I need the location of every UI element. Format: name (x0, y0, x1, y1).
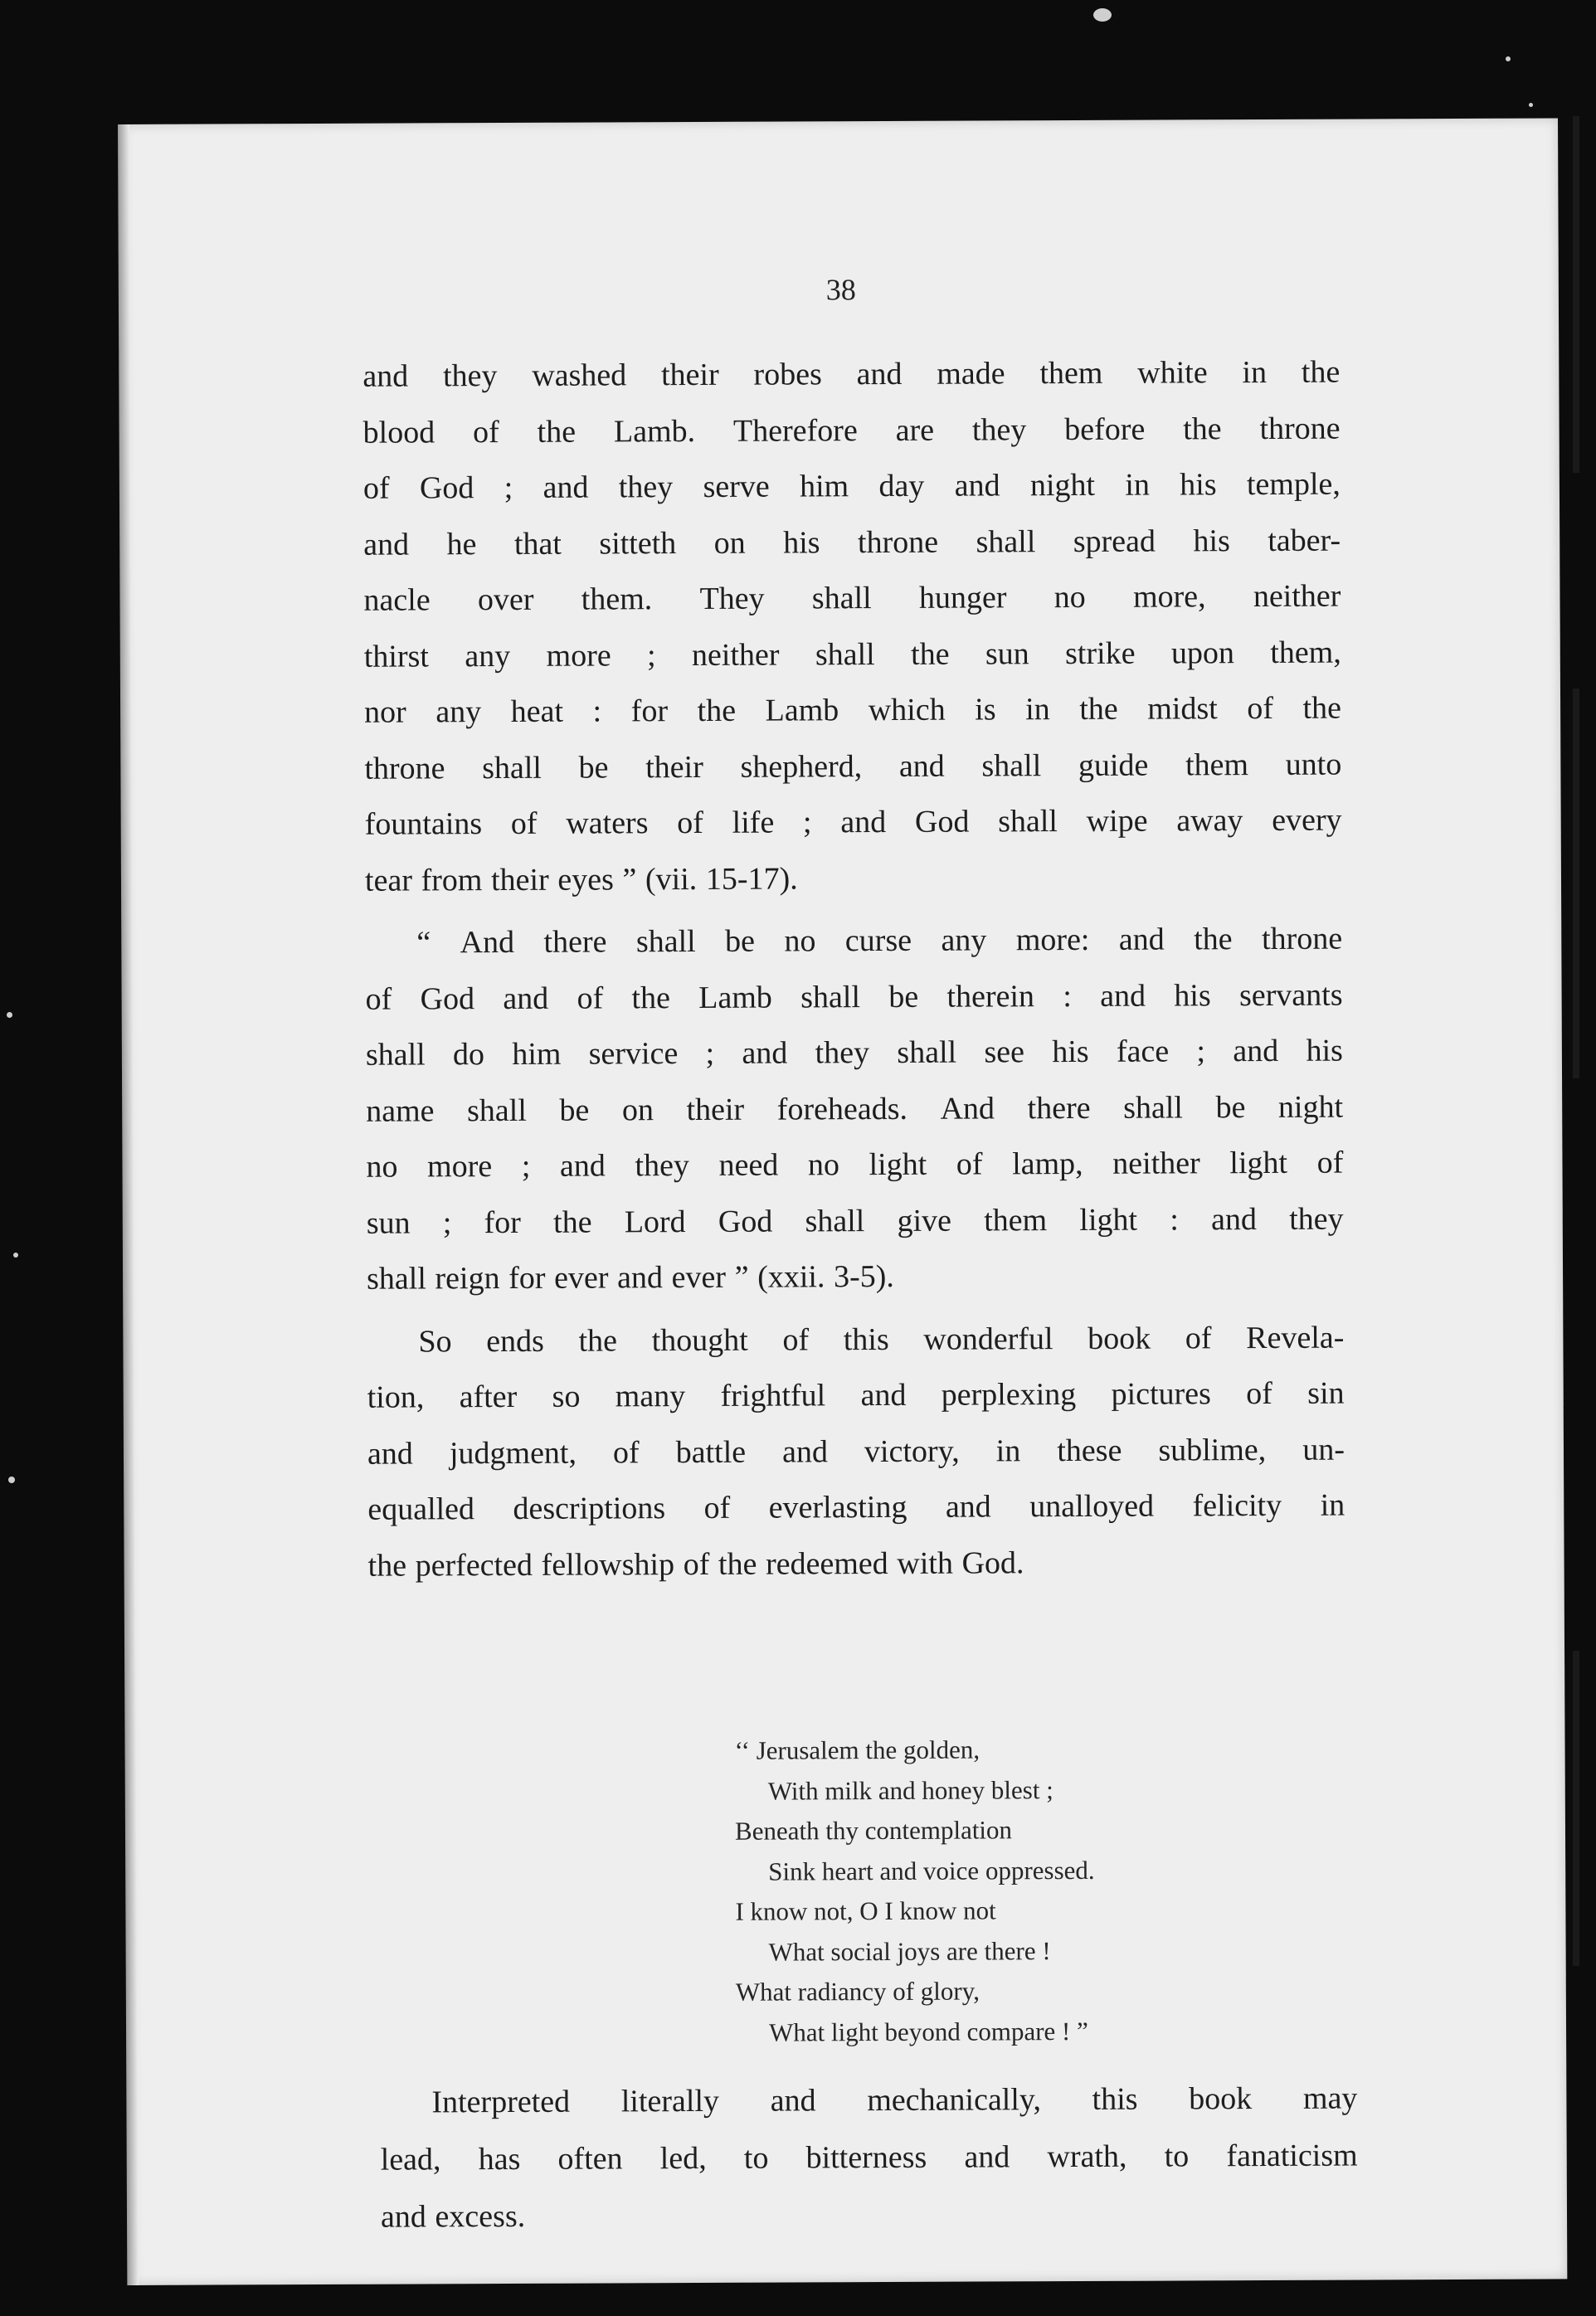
text-line: nor any heat : for the Lamb which is in the midst of the (364, 690, 1342, 730)
text-line: So ends the thought of this wonderful book of Revela- (418, 1320, 1345, 1359)
poem-line: What radiancy of glory, (735, 1976, 980, 2007)
text-line: fountains of waters of life ; and God shall wipe away every (364, 802, 1342, 842)
book-page (123, 118, 1567, 2285)
poem-quotation (734, 1730, 1095, 2053)
text-line: nacle over them. They shall hunger no more, neither (363, 578, 1341, 618)
text-line: and judgment, of battle and victory, in these sublime, un- (367, 1432, 1345, 1472)
paragraph-1 (363, 345, 1342, 909)
text-line: no more ; and they need no light of lamp, neither light of (366, 1145, 1344, 1185)
text-line: the perfected fellowship of the redeemed with God. (367, 1545, 1024, 1584)
scan-speck (1529, 103, 1533, 107)
poem-line: What social joys are there ! (768, 1935, 1051, 1967)
text-line: equalled descriptions of everlasting and unalloyed felicity in (367, 1487, 1345, 1527)
paragraph-4 (380, 2070, 1358, 2246)
poem-line: I know not, O I know not (735, 1895, 996, 1926)
text-line: tear from their eyes ” (vii. 15-17). (364, 860, 798, 898)
poem-line: Sink heart and voice oppressed. (768, 1855, 1095, 1886)
scan-speck (8, 1477, 15, 1483)
page-edge-rule (1573, 688, 1579, 1078)
text-line: of God ; and they serve him day and night in his temple, (363, 466, 1341, 506)
scan-speck (1093, 8, 1112, 22)
text-line: and he that sitteth on his throne shall spread his taber- (363, 523, 1341, 562)
poem-line: ‘‘ Jerusalem the golden, (734, 1735, 980, 1765)
text-line: blood of the Lamb. Therefore are they before the throne (363, 411, 1341, 450)
scan-speck (1506, 56, 1511, 61)
text-line: shall reign for ever and ever ” (xxii. 3-5). (366, 1258, 894, 1297)
text-line: shall do him service ; and they shall see his face ; and his (365, 1033, 1343, 1073)
text-line: sun ; for the Lord God shall give them light : and they (366, 1201, 1344, 1241)
text-line: and excess. (380, 2198, 526, 2235)
body-text (363, 345, 1345, 1594)
text-line: and they washed their robes and made them white in the (363, 354, 1341, 394)
paragraph-2 (365, 912, 1344, 1308)
scan-speck (13, 1253, 18, 1258)
text-line: tion, after so many frightful and perplexing pictures of sin (367, 1375, 1345, 1415)
page-edge-rule (1573, 1651, 1579, 1966)
text-line: throne shall be their shepherd, and shall guide them unto (364, 747, 1342, 786)
text-line: name shall be on their foreheads. And there shall be night (366, 1089, 1344, 1129)
text-line: lead, has often led, to bitterness and wrath, to fanaticism (380, 2138, 1358, 2177)
poem-line: With milk and honey blest ; (767, 1774, 1053, 1806)
text-line: Interpreted literally and mechanically, this book may (431, 2080, 1358, 2120)
text-line: “ And there shall be no curse any more: and the throne (416, 921, 1343, 961)
page-edge-rule (1573, 116, 1579, 473)
poem-line: Beneath thy contemplation (734, 1815, 1013, 1846)
paragraph-3 (367, 1310, 1345, 1594)
text-line: thirst any more ; neither shall the sun strike upon them, (363, 635, 1341, 674)
page-number: 38 (825, 273, 856, 307)
scan-speck (7, 1012, 12, 1018)
poem-line: What light beyond compare ! ” (768, 2016, 1088, 2047)
text-line: of God and of the Lamb shall be therein : and his servants (365, 977, 1343, 1017)
